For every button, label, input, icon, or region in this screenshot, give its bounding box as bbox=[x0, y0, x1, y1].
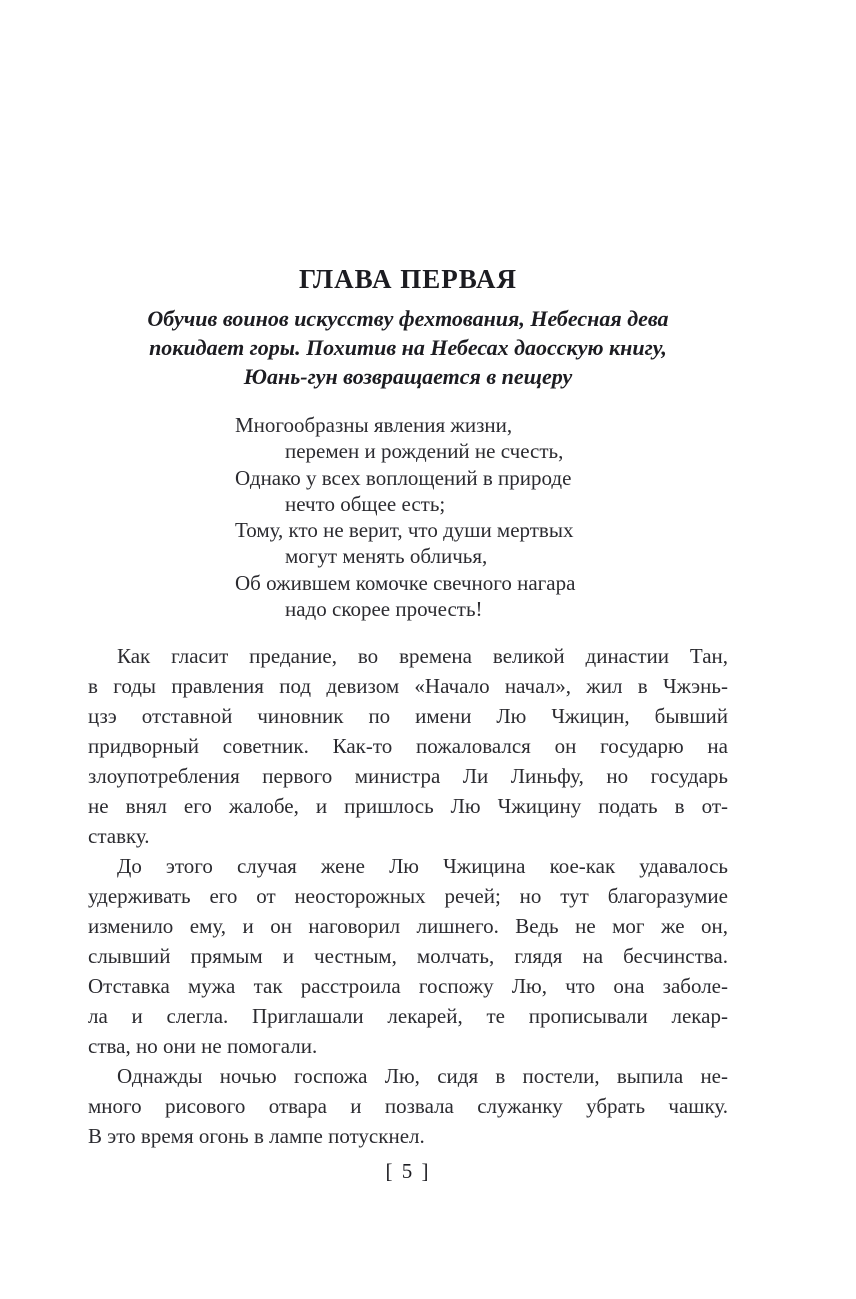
body-line: В это время огонь в лампе потускнел. bbox=[88, 1124, 425, 1148]
body-line: удерживать его от неосторожных речей; но тут благоразумие bbox=[88, 884, 728, 908]
body-line: слывший прямым и честным, молчать, глядя на бесчинства. bbox=[88, 944, 728, 968]
poem-line: Тому, кто не верит, что души мертвых bbox=[235, 518, 574, 543]
paragraph bbox=[88, 641, 728, 851]
body-line: ства, но они не помогали. bbox=[88, 1034, 318, 1058]
chapter-subtitle-line: Юань-гун возвращается в пещеру bbox=[243, 364, 573, 389]
poem-block bbox=[235, 412, 575, 622]
poem-line: нечто общее есть; bbox=[285, 491, 446, 516]
poem-line: Многообразны явления жизни, bbox=[235, 413, 513, 437]
body-line: Однажды ночью госпожа Лю, сидя в постели, выпила не- bbox=[117, 1064, 728, 1088]
body-line: изменило ему, и он наговорил лишнего. Ведь не мог же он, bbox=[88, 914, 728, 938]
body-text bbox=[88, 641, 728, 1151]
body-line: Как гласит предание, во времена великой династии Тан, bbox=[117, 644, 728, 668]
poem-line: Об ожившем комочке свечного нагара bbox=[235, 570, 576, 595]
body-line: в годы правления под девизом «Начало начал», жил в Чжэнь- bbox=[88, 674, 728, 698]
poem-line: Однако у всех воплощений в природе bbox=[235, 465, 572, 490]
chapter-subtitle-line: покидает горы. Похитив на Небесах даосскую книгу, bbox=[149, 335, 667, 360]
poem-line: надо скорее прочесть! bbox=[285, 597, 483, 622]
chapter-subtitle-line: Обучив воинов искусству фехтования, Небесная дева bbox=[147, 306, 669, 331]
body-line: ла и слегла. Приглашали лекарей, те прописывали лекар- bbox=[88, 1004, 728, 1028]
paragraph bbox=[88, 851, 728, 1061]
body-line: придворный советник. Как-то пожаловался он государю на bbox=[88, 734, 728, 758]
body-line: До этого случая жене Лю Чжицина кое-как удавалось bbox=[117, 854, 728, 878]
chapter-title: ГЛАВА ПЕРВАЯ bbox=[298, 264, 518, 294]
body-line: Отставка мужа так расстроила госпожу Лю, что она заболе- bbox=[88, 974, 728, 998]
chapter-subtitle bbox=[88, 304, 728, 391]
body-line: ставку. bbox=[88, 824, 150, 848]
paragraph bbox=[88, 1061, 728, 1151]
body-line: много рисового отвара и позвала служанку убрать чашку. bbox=[88, 1094, 728, 1118]
body-line: не внял его жалобе, и пришлось Лю Чжицину подать в от- bbox=[88, 794, 728, 818]
poem-line: перемен и рождений не счесть, bbox=[285, 439, 564, 464]
poem-line: могут менять обличья, bbox=[285, 544, 488, 569]
page-number: [ 5 ] bbox=[385, 1159, 431, 1183]
body-line: злоупотребления первого министра Ли Линьфу, но государь bbox=[88, 764, 728, 788]
body-line: цзэ отставной чиновник по имени Лю Чжицин, бывший bbox=[88, 704, 728, 728]
